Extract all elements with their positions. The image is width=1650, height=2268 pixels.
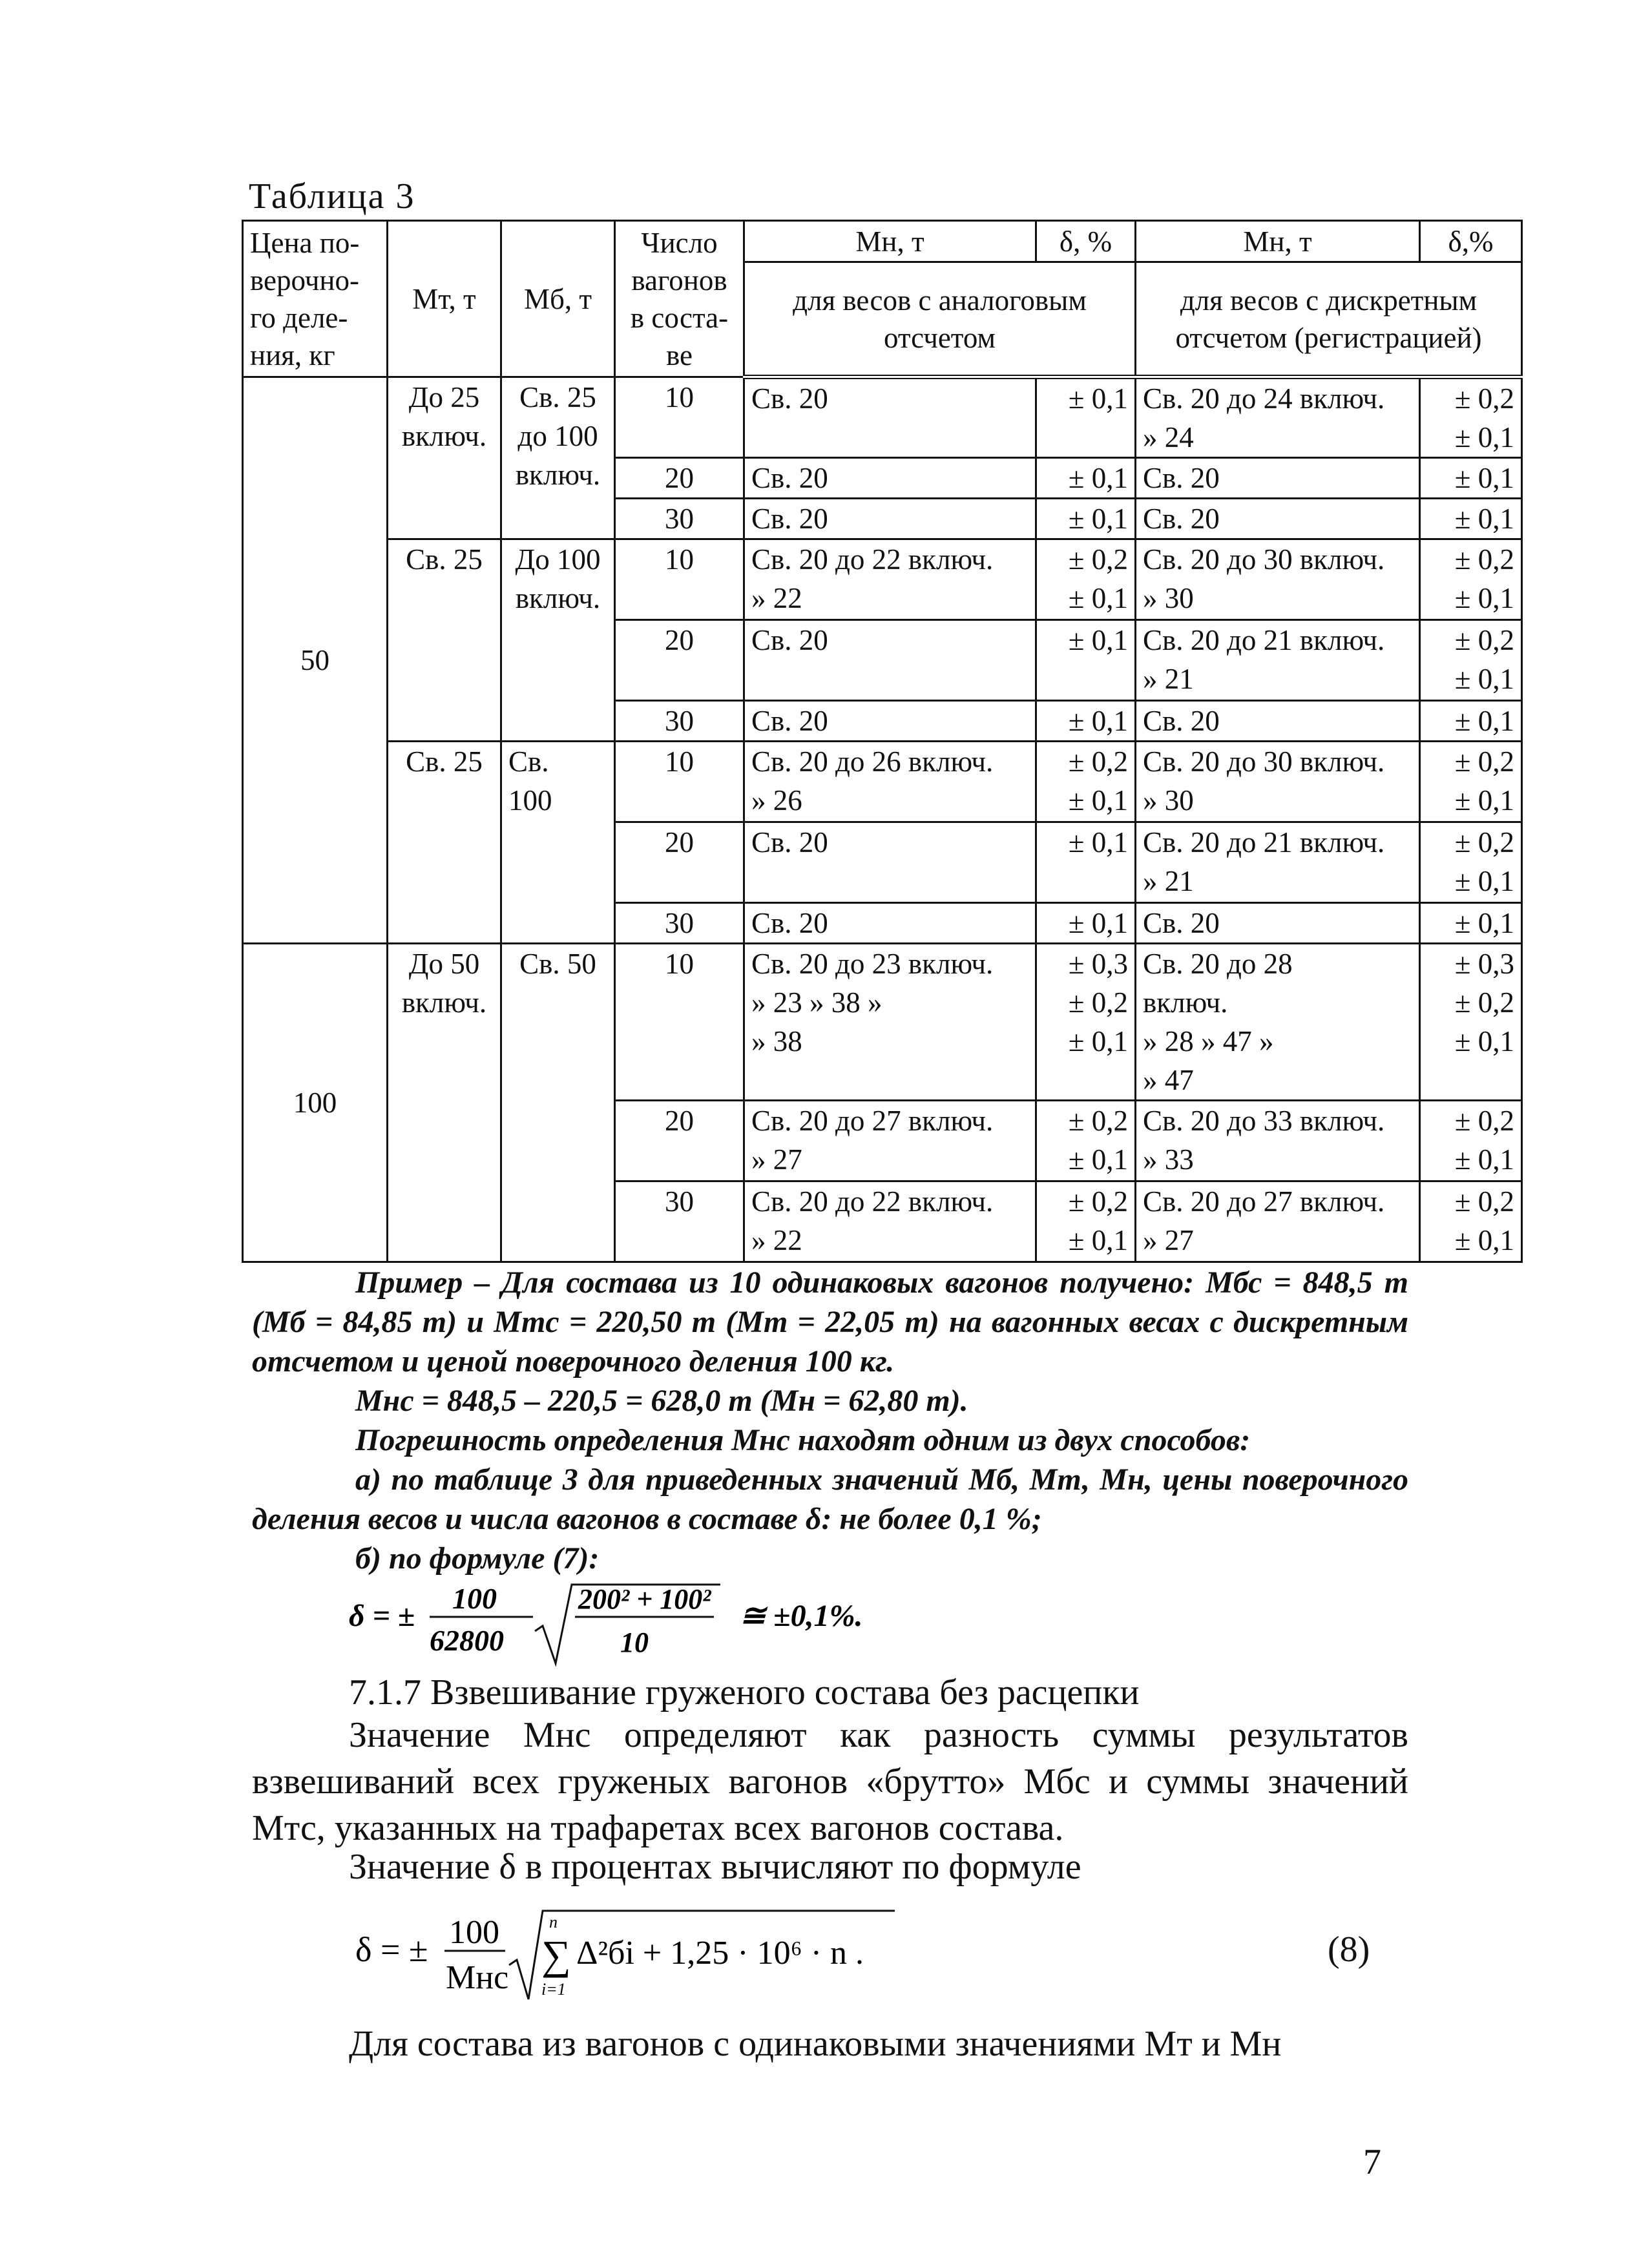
header-delta-analog: δ, % (1036, 221, 1136, 262)
formula8-sum-top: n (549, 1913, 558, 1931)
formula7-rhs: ≅ ±0,1%. (740, 1599, 863, 1633)
mn-discrete-cell: Св. 20 (1136, 499, 1420, 539)
header-delta-discrete: δ,% (1420, 221, 1522, 262)
delta-analog-cell: ± 0,3 ± 0,2 ± 0,1 (1036, 944, 1136, 1101)
header-mt: Мт, т (388, 221, 501, 377)
paragraph: Значение Мнс определяют как разность суммы результатов взвешиваний всех груженых вагонов «брутто» Мбс и суммы значений Мтс, указанных на трафаретах всех вагонов состава. (252, 1715, 1408, 1848)
mn-analog-cell: Св. 20 до 27 включ. » 27 (744, 1101, 1036, 1181)
delta-discrete-cell: ± 0,2 ± 0,1 (1420, 1181, 1522, 1262)
formula7-lhs: δ = ± (349, 1599, 415, 1633)
mn-analog-cell: Св. 20 до 23 включ. » 23 » 38 » » 38 (744, 944, 1036, 1101)
delta-discrete-cell: ± 0,2 ± 0,1 (1420, 377, 1522, 458)
mn-discrete-cell: Св. 20 до 30 включ. » 30 (1136, 539, 1420, 620)
header-price: Цена по- верочно- го деле- ния, кг (243, 221, 388, 377)
wagons-cell: 10 (615, 539, 744, 620)
delta-analog-cell: ± 0,1 (1036, 701, 1136, 742)
delta-discrete-cell: ± 0,1 (1420, 499, 1522, 539)
delta-analog-cell: ± 0,1 (1036, 620, 1136, 701)
example-calc: Мнс = 848,5 – 220,5 = 628,0 т (Мн = 62,80 т). (355, 1384, 968, 1418)
mn-analog-cell: Св. 20 (744, 499, 1036, 539)
delta-discrete-cell: ± 0,1 (1420, 701, 1522, 742)
formula7-den: 62800 (430, 1624, 504, 1657)
mn-analog-cell: Св. 20 (744, 458, 1036, 499)
price-100: 100 (243, 944, 388, 1262)
formula8-lhs: δ = ± (355, 1930, 428, 1969)
mn-discrete-cell: Св. 20 до 27 включ. » 27 (1136, 1181, 1420, 1262)
formula8-den: Мнс (446, 1959, 509, 1996)
page-number: 7 (1363, 2142, 1381, 2182)
paragraph: Значение δ в процентах вычисляют по формуле (349, 1847, 1081, 1887)
mn-discrete-cell: Св. 20 (1136, 458, 1420, 499)
formula7-num: 100 (452, 1582, 497, 1615)
mn-discrete-cell: Св. 20 до 24 включ. » 24 (1136, 377, 1420, 458)
mn-analog-cell: Св. 20 до 22 включ. » 22 (744, 1181, 1036, 1262)
delta-discrete-cell: ± 0,1 (1420, 903, 1522, 944)
example-method-a: а) по таблице 3 для приведенных значений Мб, Мт, Мн, цены поверочного деления весов и числа вагонов в составе δ: не более 0,1 %; (252, 1462, 1408, 1536)
example-method-b: б) по формуле (7): (355, 1541, 600, 1576)
section-title: 7.1.7 Взвешивание груженого состава без расцепки (349, 1672, 1140, 1712)
mt-cell: Св. 25 (388, 539, 501, 742)
mn-analog-cell: Св. 20 (744, 701, 1036, 742)
header-wagons: Число вагонов в соста- ве (615, 221, 744, 377)
wagons-cell: 30 (615, 499, 744, 539)
delta-discrete-cell: ± 0,2 ± 0,1 (1420, 620, 1522, 701)
paragraph: Для состава из вагонов с одинаковыми значениями Мт и Мн (349, 2024, 1282, 2064)
weighing-error-table (242, 220, 1523, 1263)
mn-analog-cell: Св. 20 до 22 включ. » 22 (744, 539, 1036, 620)
delta-discrete-cell: ± 0,2 ± 0,1 (1420, 742, 1522, 822)
delta-discrete-cell: ± 0,1 (1420, 458, 1522, 499)
delta-analog-cell: ± 0,2 ± 0,1 (1036, 742, 1136, 822)
formula8-num: 100 (449, 1914, 499, 1951)
wagons-cell: 10 (615, 377, 744, 458)
mb-cell: До 100 включ. (501, 539, 615, 742)
header-mn-analog: Мн, т (744, 221, 1036, 262)
formula8-body: Δ²бi + 1,25 · 10⁶ · n . (576, 1935, 864, 1971)
equation-number: (8) (1328, 1930, 1370, 1970)
mt-cell: Св. 25 (388, 742, 501, 944)
table-caption: Таблица 3 (249, 176, 415, 216)
header-discrete: для весов с дискретным отсчетом (регистрацией) (1136, 262, 1522, 377)
delta-analog-cell: ± 0,2 ± 0,1 (1036, 1101, 1136, 1181)
header-mn-discrete: Мн, т (1136, 221, 1420, 262)
mn-discrete-cell: Св. 20 до 21 включ. » 21 (1136, 822, 1420, 903)
delta-analog-cell: ± 0,2 ± 0,1 (1036, 1181, 1136, 1262)
mb-cell: Св. 50 (501, 944, 615, 1262)
wagons-cell: 20 (615, 458, 744, 499)
mn-discrete-cell: Св. 20 до 28 включ. » 28 » 47 » » 47 (1136, 944, 1420, 1101)
wagons-cell: 20 (615, 620, 744, 701)
wagons-cell: 10 (615, 742, 744, 822)
formula8-sum-bottom: i=1 (541, 1980, 566, 1999)
example-text: Пример – Для состава из 10 одинаковых вагонов получено: Мбс = 848,5 т (Мб = 84,85 т) и Мтс = 220,50 т (Мт = 22,05 т) на вагонных весах с дискретным отсчетом и ценой поверочного деления 100 кг. (252, 1265, 1408, 1378)
delta-discrete-cell: ± 0,3 ± 0,2 ± 0,1 (1420, 944, 1522, 1101)
delta-discrete-cell: ± 0,2 ± 0,1 (1420, 1101, 1522, 1181)
delta-discrete-cell: ± 0,2 ± 0,1 (1420, 539, 1522, 620)
mt-cell: До 25 включ. (388, 377, 501, 539)
wagons-cell: 30 (615, 903, 744, 944)
example-block (252, 1263, 1408, 1578)
formula7-radicand-num: 200² + 100² (578, 1583, 711, 1615)
delta-analog-cell: ± 0,1 (1036, 903, 1136, 944)
formula-7 (349, 1579, 930, 1670)
price-50: 50 (243, 377, 388, 944)
mn-analog-cell: Св. 20 (744, 822, 1036, 903)
mn-discrete-cell: Св. 20 (1136, 903, 1420, 944)
sigma-icon: ∑ (541, 1932, 571, 1978)
mn-analog-cell: Св. 20 (744, 903, 1036, 944)
mn-discrete-cell: Св. 20 (1136, 701, 1420, 742)
delta-discrete-cell: ± 0,2 ± 0,1 (1420, 822, 1522, 903)
header-mb: Мб, т (501, 221, 615, 377)
mn-discrete-cell: Св. 20 до 21 включ. » 21 (1136, 620, 1420, 701)
header-analog: для весов с аналоговым отсчетом (744, 262, 1136, 377)
mb-cell: Св. 25 до 100 включ. (501, 377, 615, 539)
example-methods: Погрешность определения Мнс находят одним из двух способов: (355, 1423, 1251, 1457)
formula7-radicand-den: 10 (620, 1627, 649, 1658)
wagons-cell: 30 (615, 701, 744, 742)
delta-analog-cell: ± 0,2 ± 0,1 (1036, 539, 1136, 620)
formula-8 (355, 1906, 937, 2003)
mt-cell: До 50 включ. (388, 944, 501, 1262)
mn-analog-cell: Св. 20 (744, 377, 1036, 458)
delta-analog-cell: ± 0,1 (1036, 822, 1136, 903)
wagons-cell: 20 (615, 1101, 744, 1181)
delta-analog-cell: ± 0,1 (1036, 499, 1136, 539)
delta-analog-cell: ± 0,1 (1036, 377, 1136, 458)
mn-discrete-cell: Св. 20 до 33 включ. » 33 (1136, 1101, 1420, 1181)
wagons-cell: 30 (615, 1181, 744, 1262)
wagons-cell: 20 (615, 822, 744, 903)
mb-cell: Св. 100 (501, 742, 615, 944)
wagons-cell: 10 (615, 944, 744, 1101)
delta-analog-cell: ± 0,1 (1036, 458, 1136, 499)
mn-analog-cell: Св. 20 до 26 включ. » 26 (744, 742, 1036, 822)
mn-discrete-cell: Св. 20 до 30 включ. » 30 (1136, 742, 1420, 822)
mn-analog-cell: Св. 20 (744, 620, 1036, 701)
